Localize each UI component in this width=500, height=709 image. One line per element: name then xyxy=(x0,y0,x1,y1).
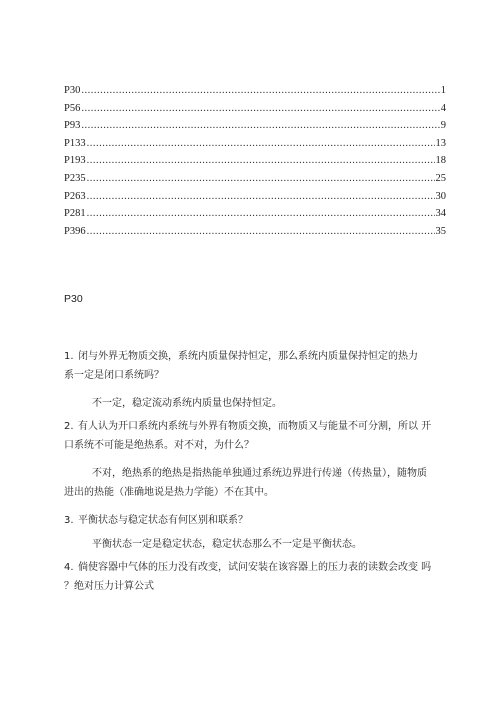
toc-dot-leader xyxy=(81,82,439,100)
answer-2 xyxy=(64,465,448,502)
question-1-line-1: 1. 闭与外界无物质交换，系统内质量保持恒定，那么系统内质量保持恒定的热力 xyxy=(64,348,448,367)
toc-entry-page: 4 xyxy=(440,102,446,114)
toc-entry-label: P281 xyxy=(64,208,86,220)
toc-entry[interactable] xyxy=(64,117,446,135)
section-title: P30 xyxy=(64,293,83,305)
question-3 xyxy=(64,512,448,531)
toc-entry-label: P56 xyxy=(64,102,81,114)
toc-entry-page: 13 xyxy=(435,137,446,149)
toc-dot-leader xyxy=(87,223,435,241)
toc-dot-leader xyxy=(87,170,435,188)
toc-entry-page: 34 xyxy=(435,208,446,220)
toc-entry-page: 9 xyxy=(440,120,446,132)
toc-entry[interactable] xyxy=(64,205,446,223)
toc-entry[interactable] xyxy=(64,82,446,100)
toc-entry-page: 1 xyxy=(440,85,446,96)
toc-dot-leader xyxy=(87,152,435,170)
question-3-line-1: 3. 平衡状态与稳定状态有何区别和联系？ xyxy=(64,512,448,531)
toc-dot-leader xyxy=(87,135,435,153)
toc-dot-leader xyxy=(81,100,439,118)
question-number: 1. xyxy=(64,351,74,362)
question-2 xyxy=(64,418,448,455)
question-number: 4. xyxy=(64,562,74,573)
toc-entry-label: P193 xyxy=(64,155,86,167)
toc-entry-label: P235 xyxy=(64,172,86,184)
toc-entry[interactable] xyxy=(64,223,446,241)
question-4-line-2: ？绝对压力计算公式 xyxy=(64,580,154,592)
toc-entry-page: 25 xyxy=(435,172,446,184)
question-4-line-1: 4. 倘使容器中气体的压力没有改变，试问安装在该容器上的压力表的读数会改变 吗 xyxy=(64,559,448,578)
answer-2-line-2: 进出的热能（准确地说是热力学能）不在其中。 xyxy=(64,486,274,498)
toc-dot-leader xyxy=(87,188,435,206)
toc-entry-label: P396 xyxy=(64,225,86,237)
toc-entry-label: P133 xyxy=(64,137,86,149)
toc-entry-page: 18 xyxy=(435,155,446,167)
toc-entry[interactable] xyxy=(64,100,446,118)
question-2-line-2: 口系统不可能是绝热系。对不对，为什么？ xyxy=(64,439,254,451)
toc-entry-label: P93 xyxy=(64,120,81,132)
toc-entry-page: 35 xyxy=(435,225,446,237)
toc-entry-label: P30 xyxy=(64,85,81,96)
toc-entry-page: 30 xyxy=(435,190,446,202)
question-1 xyxy=(64,348,448,385)
toc-entry[interactable] xyxy=(64,188,446,206)
answer-2-line-1: 不对，绝热系的绝热是指热能单独通过系统边界进行传递（传热量），随物质 xyxy=(92,468,427,479)
toc-entry[interactable] xyxy=(64,170,446,188)
table-of-contents xyxy=(64,82,446,240)
toc-entry[interactable] xyxy=(64,135,446,153)
answer-3: 平衡状态一定是稳定状态，稳定状态那么不一定是平衡状态。 xyxy=(92,539,362,550)
question-1-line-2: 系一定是闭口系统吗？ xyxy=(64,369,164,381)
question-number: 2. xyxy=(64,421,74,432)
toc-entry-label: P263 xyxy=(64,190,86,202)
question-2-line-1: 2. 有人认为开口系统内系统与外界有物质交换，而物质又与能量不可分割，所以 开 xyxy=(64,418,448,437)
question-number: 3. xyxy=(64,515,74,526)
answer-1: 不一定，稳定流动系统内质量也保持恒定。 xyxy=(92,398,282,409)
toc-dot-leader xyxy=(87,205,435,223)
question-4 xyxy=(64,559,448,596)
toc-dot-leader xyxy=(81,117,439,135)
toc-entry[interactable] xyxy=(64,152,446,170)
